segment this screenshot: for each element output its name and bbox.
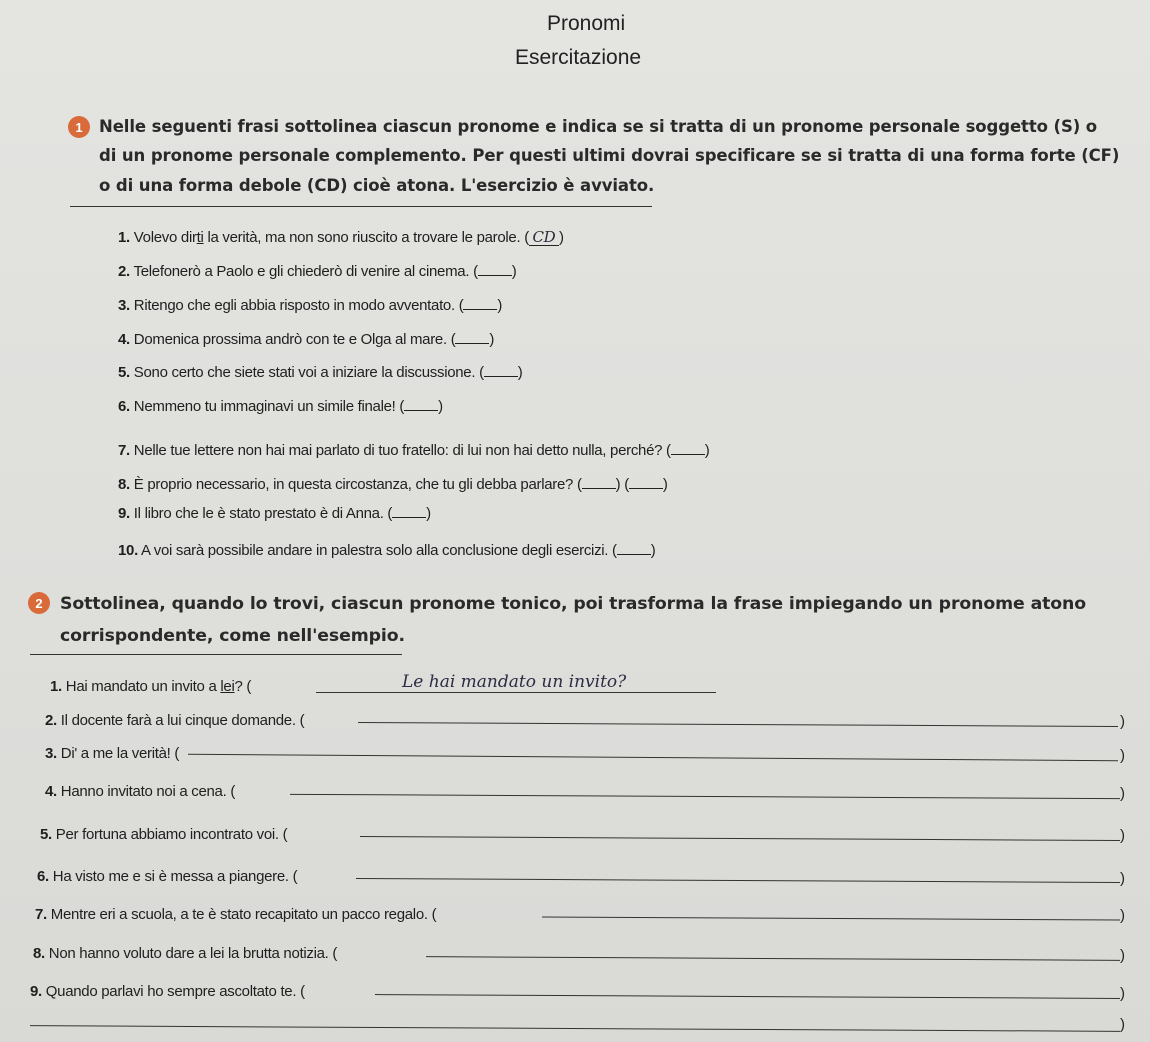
answer-line-8[interactable]: [426, 956, 1120, 961]
ex2-item-3: 3. Di' a me la verità! (: [45, 745, 180, 762]
answer-line-9-continued[interactable]: [30, 1025, 1120, 1032]
ex1-item-7: 7. Nelle tue lettere non hai mai parlato di tuo fratello: di lui non hai detto nulla, perché? ( ): [118, 442, 710, 459]
answer-line-7[interactable]: [542, 916, 1120, 920]
ex2-item-7: 7. Mentre eri a scuola, a te è stato recapitato un pacco regalo. (: [35, 906, 437, 923]
ex2-item-6: 6. Ha visto me e si è messa a piangere. (: [37, 868, 298, 885]
answer-field[interactable]: [455, 343, 489, 344]
close-paren: ): [1120, 870, 1125, 887]
answer-line-3[interactable]: [188, 754, 1118, 761]
exercise-2-instruction-line-2: corrispondente, come nell'esempio.: [60, 626, 405, 646]
ex1-item-8: 8. È proprio necessario, in questa circostanza, che tu gli debba parlare? ( ) ( ): [118, 476, 668, 493]
underlined-pronoun: lei: [220, 678, 235, 695]
exercise-2-instruction-line-1: Sottolinea, quando lo trovi, ciascun pronome tonico, poi trasforma la frase impiegando un pronome atono: [60, 594, 1087, 614]
exercise-2-badge: 2: [28, 592, 50, 614]
answer-line-4[interactable]: [290, 794, 1120, 799]
close-paren: ): [1120, 785, 1125, 802]
ex1-item-4: 4. Domenica prossima andrò con te e Olga al mare. ( ): [118, 331, 495, 348]
ex1-item-2: 2. Telefonerò a Paolo e gli chiederò di venire al cinema. ( ): [118, 263, 517, 280]
answer-line-5[interactable]: [360, 836, 1120, 841]
answer-line-2[interactable]: [358, 722, 1118, 727]
exercise-1-divider: [70, 206, 652, 207]
answer-field[interactable]: [484, 376, 518, 377]
close-paren: ): [1120, 907, 1125, 924]
ex2-item-4: 4. Hanno invitato noi a cena. (: [45, 783, 236, 800]
ex1-item-5: 5. Sono certo che siete stati voi a iniziare la discussione. ( ): [118, 364, 523, 381]
ex2-item-9: 9. Quando parlavi ho sempre ascoltato te. (: [30, 983, 305, 1000]
exercise-1-instruction-line-1: Nelle seguenti frasi sottolinea ciascun pronome e indica se si tratta di un pronome personale soggetto (S) o: [99, 117, 1098, 136]
ex1-item-9: 9. Il libro che le è stato prestato è di Anna. ( ): [118, 505, 431, 522]
close-paren: ): [1120, 985, 1125, 1002]
ex1-item-3: 3. Ritengo che egli abbia risposto in modo avventato. ( ): [118, 297, 503, 314]
answer-field-a[interactable]: [582, 488, 616, 489]
answer-line-6[interactable]: [356, 878, 1120, 883]
answer-field[interactable]: [404, 410, 438, 411]
close-paren: ): [1120, 713, 1125, 730]
ex2-item-8: 8. Non hanno voluto dare a lei la brutta notizia. (: [33, 945, 338, 962]
answer-field[interactable]: [671, 454, 705, 455]
ex1-item-6: 6. Nemmeno tu immaginavi un simile finale! ( ): [118, 398, 443, 415]
exercise-1-instruction-line-2: di un pronome personale complemento. Per questi ultimi dovrai specificare se si tratta di una forma forte (CF): [99, 146, 1120, 165]
exercise-2-divider: [30, 654, 402, 655]
ex2-answer-1[interactable]: Le hai mandato un invito?: [402, 672, 627, 692]
close-paren: ): [1120, 1016, 1125, 1033]
ex2-item-5: 5. Per fortuna abbiamo incontrato voi. (: [40, 826, 288, 843]
exercise-1-instruction-line-3: o di una forma debole (CD) cioè atona. L'esercizio è avviato.: [99, 176, 655, 195]
answer-field[interactable]: [478, 275, 512, 276]
answer-line-1: [316, 692, 716, 693]
close-paren: ): [1120, 827, 1125, 844]
answer-field[interactable]: [463, 309, 497, 310]
close-paren: ): [1120, 947, 1125, 964]
page-title: Pronomi: [547, 12, 626, 35]
close-paren: ): [1120, 747, 1125, 764]
answer-field-b[interactable]: [629, 488, 663, 489]
exercise-1-badge: 1: [68, 116, 90, 138]
answer-field[interactable]: CD: [529, 230, 559, 246]
ex1-item-10: 10. A voi sarà possibile andare in palestra solo alla conclusione degli esercizi. ( ): [118, 542, 656, 559]
ex2-item-1: 1. Hai mandato un invito a lei? (: [50, 678, 252, 695]
underlined-pronoun: ti: [196, 229, 204, 246]
page-subtitle: Esercitazione: [515, 46, 642, 69]
ex1-item-1: 1. Volevo dirti la verità, ma non sono riuscito a trovare le parole. ( CD ): [118, 228, 564, 246]
answer-line-9[interactable]: [375, 994, 1120, 999]
answer-field[interactable]: [617, 554, 651, 555]
answer-field[interactable]: [392, 517, 426, 518]
ex2-item-2: 2. Il docente farà a lui cinque domande. (: [45, 712, 305, 729]
